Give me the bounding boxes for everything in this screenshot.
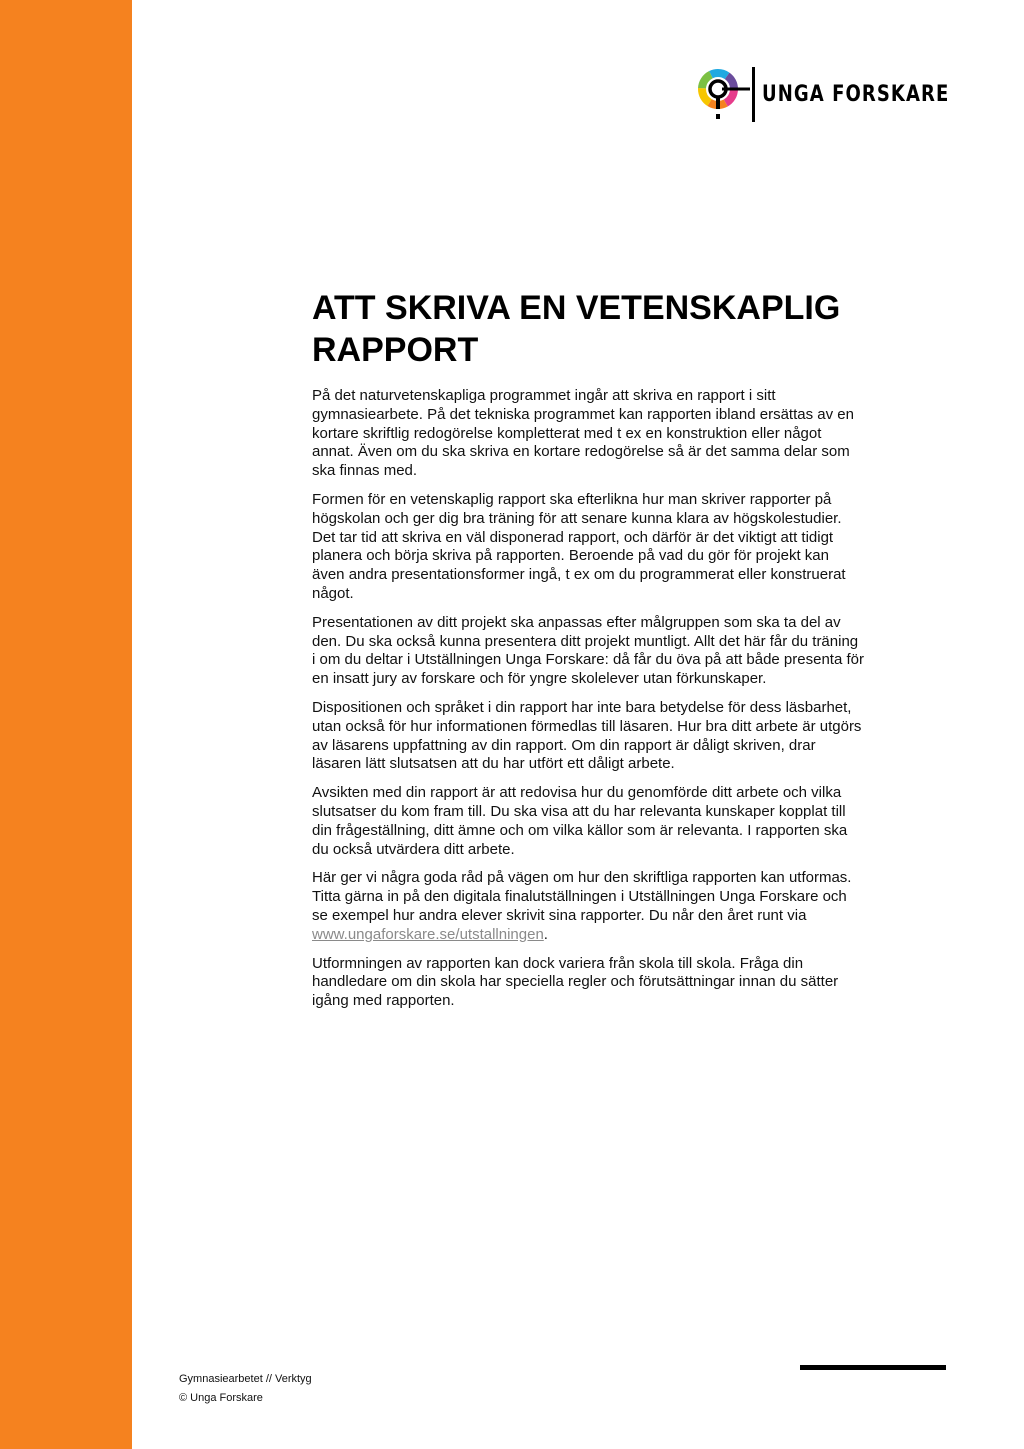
footer — [179, 1370, 312, 1408]
paragraph-form: Formen för en vetenskaplig rapport ska efterlikna hur man skriver rapporter på högskolan och ger dig bra träning för att senare kunna klara av högskolestudier. Det tar tid att skriva en väl disponerad rapport, och därför är det viktigt att tidigt planera och börja skriva på rapporten. Beroende på vad du gör för projekt kan även andra presentationsformer ingå, t ex om du programmerat eller konstruerat något. — [312, 490, 846, 602]
orange-sidebar — [0, 0, 132, 1449]
paragraph-advice — [312, 869, 864, 944]
exhibition-link[interactable]: www.ungaforskare.se/utstallningen — [312, 925, 544, 943]
page-title: ATT SKRIVA EN VETENSKAPLIG RAPPORT — [312, 289, 841, 369]
paragraph-purpose: Avsikten med din rapport är att redovisa hur du genomförde ditt arbete och vilka slutsatser du kom fram till. Du ska visa att du har relevanta kunskaper kopplat till din frågeställning, ditt ämne och om vilka källor som är relevanta. I rapporten ska du också utvärdera ditt arbete. — [312, 784, 848, 858]
question-mark-ring-icon — [694, 67, 750, 123]
paragraph-disposition: Dispositionen och språket i din rapport har inte bara betydelse för dess läsbarhet, utan också för hur informationen förmedlas till läsaren. Hur bra ditt arbete är utgörs av läsarens uppfattning av din rapport. Om din rapport är dåligt skriven, drar läsaren lätt slutsatsen att du har utfört ett dåligt arbete. — [312, 698, 862, 773]
paragraph-advice-text: Här ger vi några goda råd på vägen om hur den skriftliga rapporten kan utformas. Titta gärna in på den digitala finalutställningen i Utställningen Unga Forskare och se exempel hur andra elever skrivit sina rapporter. Du når den året runt via — [312, 869, 852, 924]
paragraph-intro: På det naturvetenskapliga programmet ingår att skriva en rapport i sitt gymnasiearbete. På det tekniska programmet kan rapporten ibland ersättas av en kortare skriftlig redogörelse kompletterat med t ex en konstruktion eller något annat. Även om du ska skriva en kortare redogörelse så är det samma delar som ska finnas med. — [312, 387, 854, 480]
main-content — [312, 287, 864, 1021]
logo-divider — [752, 67, 755, 122]
logo-wordmark: UNGA FORSKARE — [762, 82, 950, 107]
unga-forskare-logo[interactable] — [694, 67, 954, 123]
footer-copyright: © Unga Forskare — [179, 1392, 263, 1404]
paragraph-variation: Utformningen av rapporten kan dock variera från skola till skola. Fråga din handledare om din skola har speciella regler och förutsättningar innan du sätter igång med rapporten. — [312, 954, 839, 1010]
paragraph-advice-end: . — [543, 925, 548, 943]
footer-section-label: Gymnasiearbetet // Verktyg — [179, 1373, 312, 1385]
footer-rule — [800, 1365, 946, 1370]
paragraph-presentation: Presentationen av ditt projekt ska anpassas efter målgruppen som ska ta del av den. Du ska också kunna presentera ditt projekt muntligt. Allt det här får du träning i om du deltar i Utställningen Unga Forskare: då får du öva på att både presenta för en insatt jury av forskare och för yngre skolelever utan förkunskaper. — [312, 613, 864, 688]
